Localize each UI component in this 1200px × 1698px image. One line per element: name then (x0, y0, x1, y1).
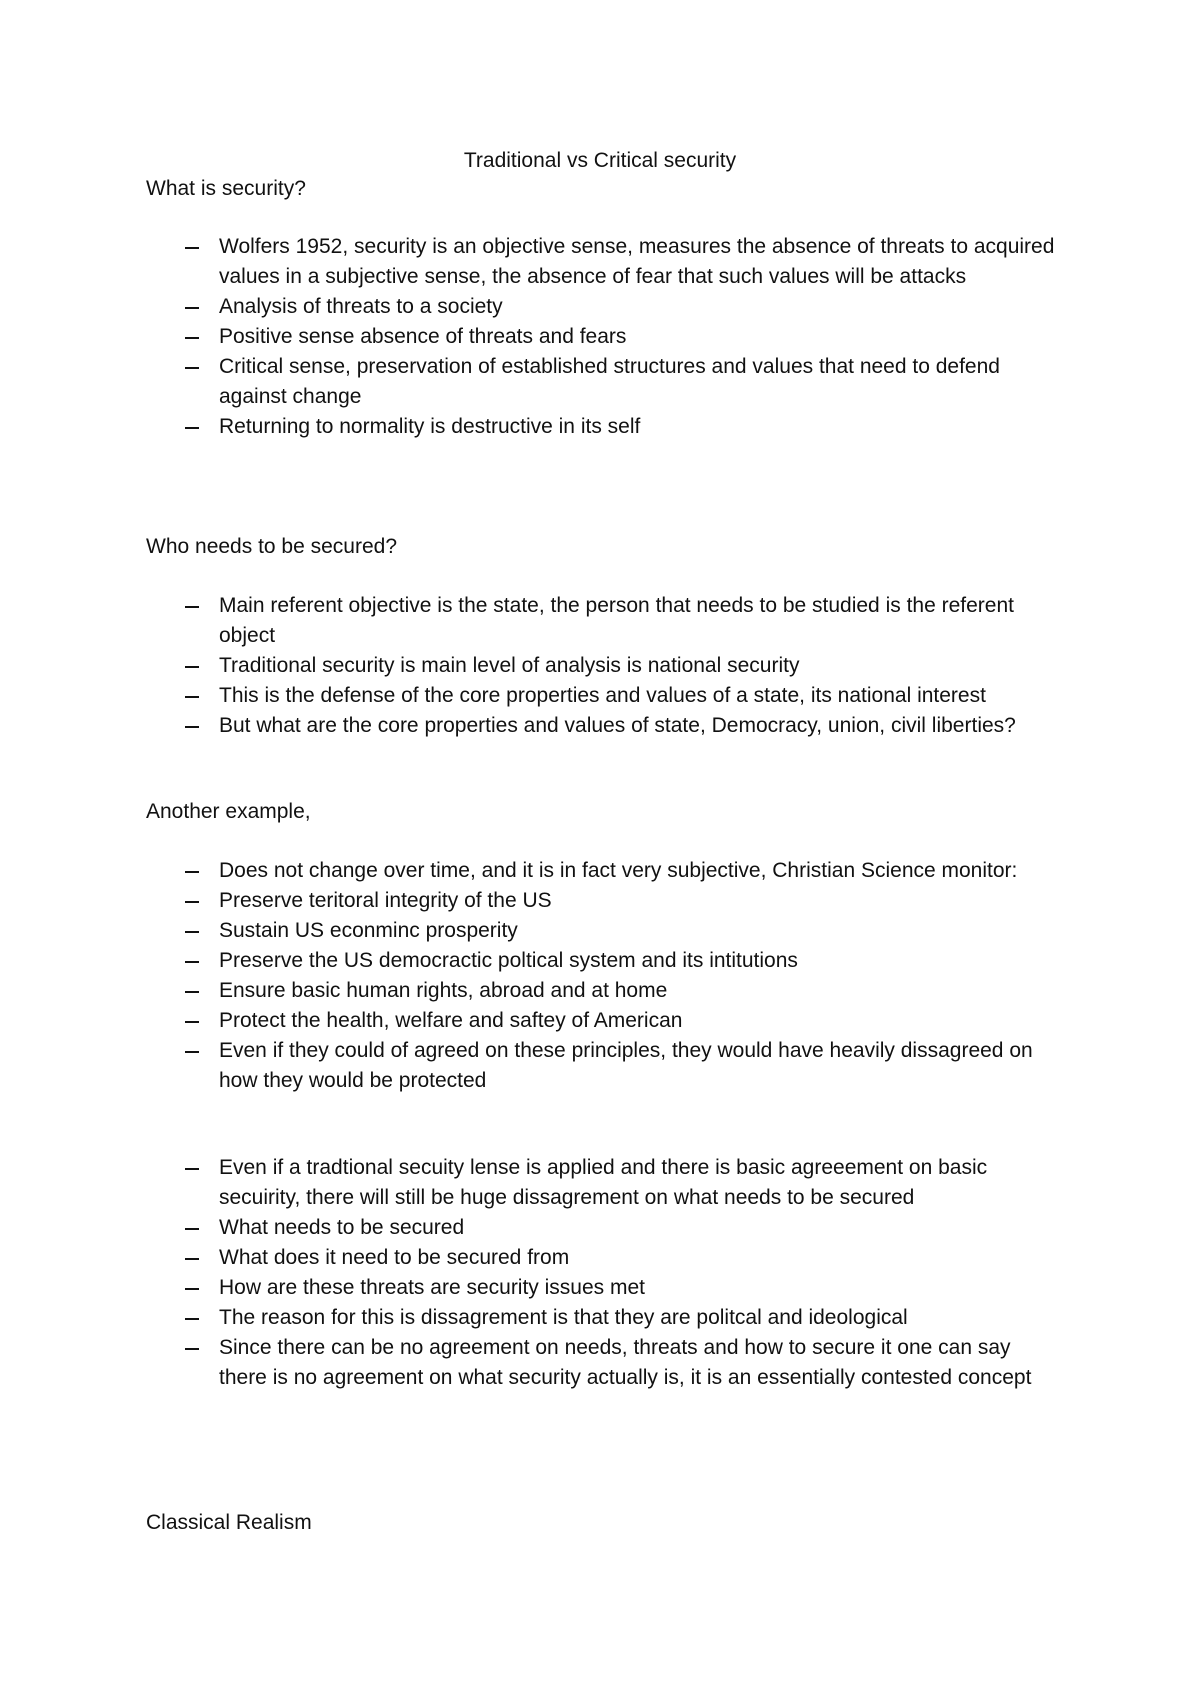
list-item: Ensure basic human rights, abroad and at home (219, 979, 668, 1002)
bullet-list-another-example-continued (185, 1153, 1055, 1393)
list-item: Does not change over time, and it is in fact very subjective, Christian Science monitor: (219, 859, 1018, 882)
list-item: Protect the health, welfare and saftey of American (219, 1009, 683, 1032)
list-item: The reason for this is dissagrement is that they are politcal and ideological (219, 1306, 908, 1329)
list-item: Preserve the US democractic poltical system and its intitutions (219, 949, 798, 972)
bullet-list-another-example (185, 856, 1055, 1096)
list-item: What needs to be secured (219, 1216, 465, 1239)
list-item: Preserve teritoral integrity of the US (219, 889, 552, 912)
list-item: Critical sense, preservation of established structures and values that need to defend against change (219, 355, 1000, 408)
list-item: How are these threats are security issues met (219, 1276, 646, 1299)
bullet-list-what-is-security (185, 232, 1055, 442)
section-heading-who-needs-to-be-secured: Who needs to be secured? (146, 535, 397, 558)
list-item: Traditional security is main level of analysis is national security (219, 654, 800, 677)
list-item: Returning to normality is destructive in its self (219, 415, 641, 438)
section-heading-classical-realism: Classical Realism (146, 1511, 312, 1534)
list-item: But what are the core properties and values of state, Democracy, union, civil liberties? (219, 714, 1016, 737)
list-item: What does it need to be secured from (219, 1246, 570, 1269)
list-item: Positive sense absence of threats and fears (219, 325, 627, 348)
list-item: Sustain US econminc prosperity (219, 919, 518, 942)
bullet-list-who-needs-to-be-secured (185, 591, 1055, 741)
list-item: Wolfers 1952, security is an objective sense, measures the absence of threats to acquired values in a subjective sense, the absence of fear that such values will be attacks (219, 235, 1055, 288)
list-item: Analysis of threats to a society (219, 295, 503, 318)
list-item: Main referent objective is the state, the person that needs to be studied is the referent object (219, 594, 1014, 647)
document-title: Traditional vs Critical security (463, 149, 737, 172)
list-item: Since there can be no agreement on needs, threats and how to secure it one can say there is no agreement on what security actually is, it is an essentially contested concept (219, 1336, 1032, 1389)
list-item: This is the defense of the core properties and values of a state, its national interest (219, 684, 986, 707)
list-item: Even if a tradtional secuity lense is applied and there is basic agreeement on basic secuirity, there will still be huge dissagrement on what needs to be secured (219, 1156, 988, 1209)
section-heading-another-example: Another example, (146, 800, 311, 823)
list-item: Even if they could of agreed on these principles, they would have heavily dissagreed on how they would be protected (219, 1039, 1033, 1092)
section-heading-what-is-security: What is security? (146, 177, 306, 200)
